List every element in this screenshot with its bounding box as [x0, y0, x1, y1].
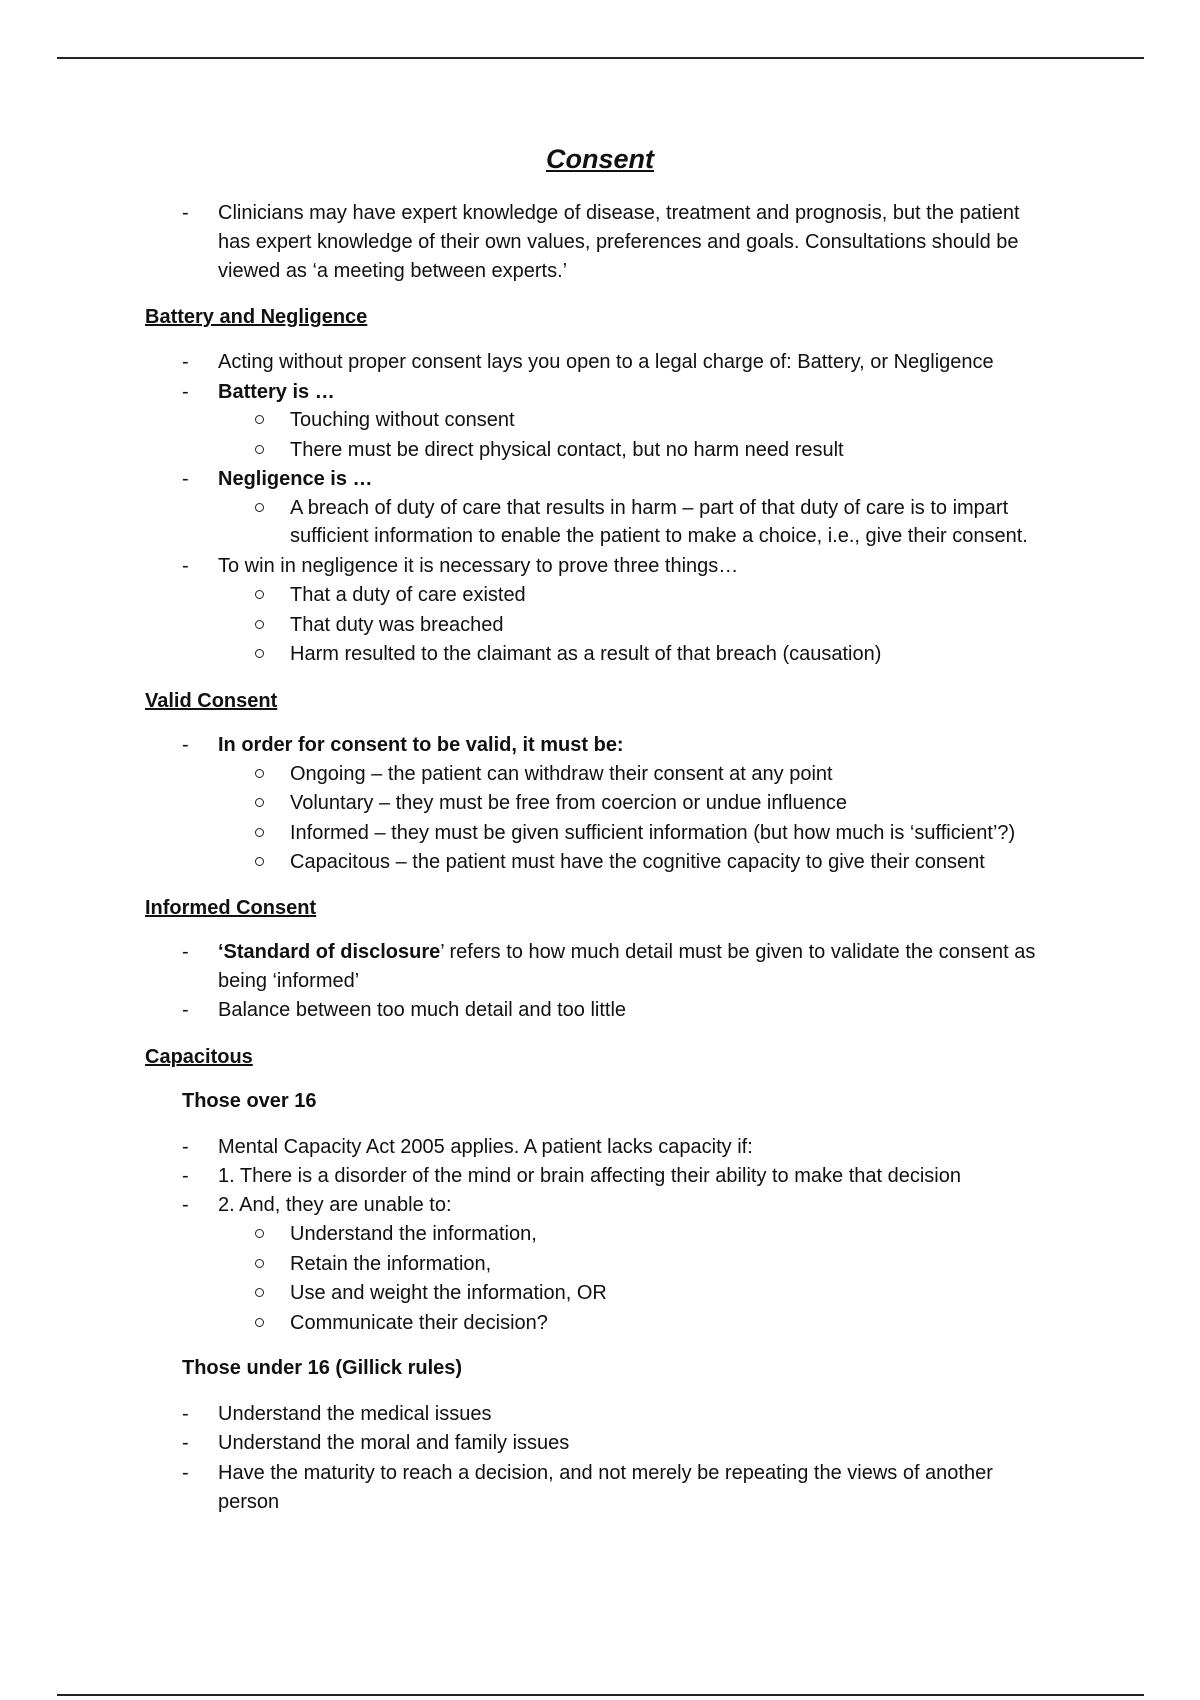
dash-bullet: - [182, 351, 189, 373]
circle-bullet-icon [255, 415, 264, 424]
battery-sub-2: There must be direct physical contact, but no harm need result [290, 439, 844, 461]
circle-bullet-icon [255, 769, 264, 778]
under16-item-1: Understand the medical issues [218, 1403, 492, 1425]
valid-sub-2: Voluntary – they must be free from coercion or undue influence [290, 792, 847, 814]
circle-bullet-icon [255, 649, 264, 658]
circle-bullet-icon [255, 1318, 264, 1327]
section-heading-capacitous: Capacitous [145, 1046, 253, 1068]
under16-item-2: Understand the moral and family issues [218, 1432, 570, 1454]
over16-item-3: 2. And, they are unable to: [218, 1194, 452, 1216]
dash-bullet: - [182, 555, 189, 577]
valid-sub-1: Ongoing – the patient can withdraw their consent at any point [290, 763, 833, 785]
subheading-over-16: Those over 16 [182, 1090, 317, 1112]
over16-sub-2: Retain the information, [290, 1253, 492, 1275]
subheading-under-16: Those under 16 (Gillick rules) [182, 1357, 463, 1379]
win-sub-2: That duty was breached [290, 614, 504, 636]
circle-bullet-icon [255, 857, 264, 866]
valid-lead: In order for consent to be valid, it must be: [218, 734, 624, 756]
over16-sub-3: Use and weight the information, OR [290, 1282, 607, 1304]
circle-bullet-icon [255, 1259, 264, 1268]
section-heading-battery: Battery and Negligence [145, 306, 368, 328]
intro-line-2: has expert knowledge of their own values, preferences and goals. Consultations should be [218, 231, 1019, 253]
over16-item-1: Mental Capacity Act 2005 applies. A patient lacks capacity if: [218, 1136, 753, 1158]
intro-line-3: viewed as ‘a meeting between experts.’ [218, 260, 568, 282]
informed-item-1-line-2: being ‘informed’ [218, 970, 360, 992]
win-sub-1: That a duty of care existed [290, 584, 526, 606]
circle-bullet-icon [255, 445, 264, 454]
win-sub-3: Harm resulted to the claimant as a result of that breach (causation) [290, 643, 882, 665]
informed-item-1 [218, 942, 1035, 962]
dash-bullet: - [182, 1462, 189, 1484]
informed-item-1-rest: ’ refers to how much detail must be given to validate the consent as [440, 941, 1036, 963]
valid-sub-3: Informed – they must be given sufficient information (but how much is ‘sufficient’?) [290, 822, 1016, 844]
bottom-rule [57, 1694, 1144, 1696]
dash-bullet: - [182, 202, 189, 224]
circle-bullet-icon [255, 620, 264, 629]
intro-line-1: Clinicians may have expert knowledge of disease, treatment and prognosis, but the patient [218, 202, 1020, 224]
negligence-sub-1-line-1: A breach of duty of care that results in harm – part of that duty of care is to impart [290, 497, 1009, 519]
battery-sub-1: Touching without consent [290, 409, 515, 431]
circle-bullet-icon [255, 828, 264, 837]
page-title: Consent [546, 144, 654, 174]
over16-item-2: 1. There is a disorder of the mind or brain affecting their ability to make that decision [218, 1165, 961, 1187]
dash-bullet: - [182, 999, 189, 1021]
informed-item-2: Balance between too much detail and too little [218, 999, 627, 1021]
informed-item-1-bold: ‘Standard of disclosure [218, 941, 441, 963]
over16-sub-4: Communicate their decision? [290, 1312, 548, 1334]
circle-bullet-icon [255, 1288, 264, 1297]
valid-sub-4: Capacitous – the patient must have the cognitive capacity to give their consent [290, 851, 985, 873]
dash-bullet: - [182, 1403, 189, 1425]
section-heading-informed: Informed Consent [145, 897, 317, 919]
dash-bullet: - [182, 468, 189, 490]
dash-bullet: - [182, 381, 189, 403]
circle-bullet-icon [255, 1229, 264, 1238]
under16-item-3-line-1: Have the maturity to reach a decision, and not merely be repeating the views of another [218, 1462, 993, 1484]
negligence-label: Negligence is … [218, 468, 373, 490]
battery-label: Battery is … [218, 381, 335, 403]
circle-bullet-icon [255, 503, 264, 512]
dash-bullet: - [182, 1432, 189, 1454]
under16-item-3-line-2: person [218, 1491, 280, 1513]
dash-bullet: - [182, 1136, 189, 1158]
circle-bullet-icon [255, 798, 264, 807]
battery-item-1: Acting without proper consent lays you open to a legal charge of: Battery, or Negligence [218, 351, 994, 373]
dash-bullet: - [182, 1165, 189, 1187]
win-label: To win in negligence it is necessary to prove three things… [218, 555, 739, 577]
dash-bullet: - [182, 734, 189, 756]
negligence-sub-1-line-2: sufficient information to enable the patient to make a choice, i.e., give their consent. [290, 525, 1028, 547]
dash-bullet: - [182, 1194, 189, 1216]
over16-sub-1: Understand the information, [290, 1223, 537, 1245]
circle-bullet-icon [255, 590, 264, 599]
section-heading-valid: Valid Consent [145, 690, 278, 712]
dash-bullet: - [182, 941, 189, 963]
